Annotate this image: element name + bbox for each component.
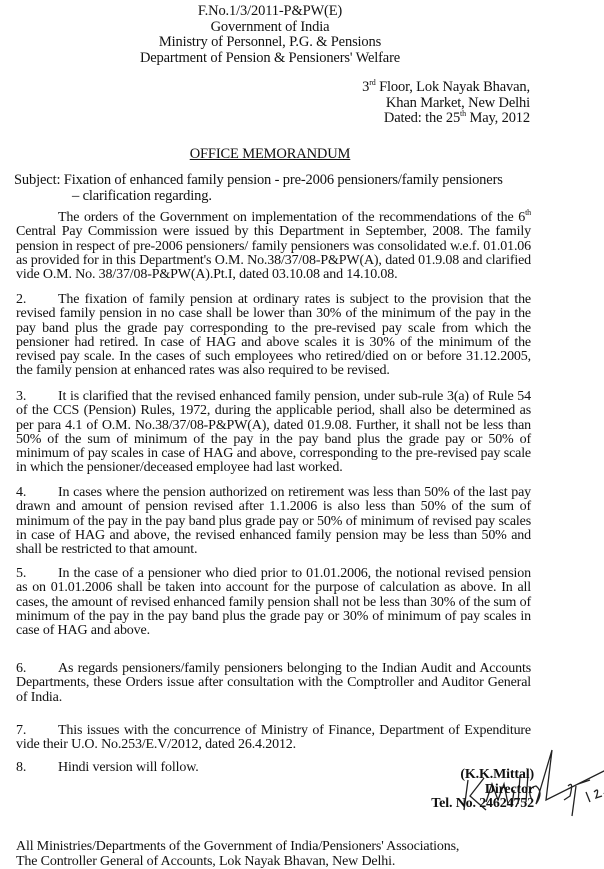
- subject-line-1: Subject: Fixation of enhanced family pension - pre-2006 pensioners/family pensioners: [14, 172, 532, 188]
- signature-block: [431, 768, 534, 812]
- subject: [14, 172, 532, 204]
- letterhead: [0, 4, 540, 66]
- address-line-2: Khan Market, New Delhi: [362, 96, 530, 112]
- subject-line-2: – clarification regarding.: [14, 188, 532, 204]
- paragraph-8: 8. Hindi version will follow.: [16, 761, 531, 775]
- distribution-line-1: All Ministries/Departments of the Government of India/Pensioners' Associations,: [16, 840, 459, 855]
- paragraph-5: 5. In the case of a pensioner who died prior to 01.01.2006, the notional revised pension as on 01.01.2006 shall be taken into account for the purpose of calculation as above. In all cases, the amount of revised enhanced family pension shall not be less than 30% of the sum of minimum of the pay in the pay band plus the grade pay or 30% of minimum of pay scales in case of HAG and above.: [16, 567, 531, 638]
- signatory-name: (K.K.Mittal): [431, 768, 534, 783]
- signatory-designation: Director: [431, 783, 534, 798]
- paragraph-2: 2. The fixation of family pension at ordinary rates is subject to the provision that the revised family pension in no case shall be lower than 30% of the minimum of the pay in the pay band plus the grade pay corresponding to the pre-revised pay scale from which the pensioner had retired. In case of HAG and above scales it is 30% of the minimum of the revised pay scale. In the cases of such employees who retired/died on or before 31.12.2005, the family pension at enhanced rates was also required to be revised.: [16, 293, 531, 379]
- telephone-number: Tel. No. 24624752: [431, 797, 534, 812]
- distribution-list: [16, 840, 459, 869]
- department: Department of Pension & Pensioners' Welfare: [0, 51, 540, 67]
- memo-title: OFFICE MEMORANDUM: [0, 147, 540, 161]
- paragraph-3: 3. It is clarified that the revised enhanced family pension, under sub-rule 3(a) of Rule 54 of the CCS (Pension) Rules, 1972, during the applicable period, shall also be determined as per para 4.1 of O.M. No.38/37/08-P&PW(A), dated 01.9.08. Further, it shall not be less than 50% of the sum of minimum of the pay in the pay band plus the grade pay or 50% of minimum of pay scales in case of HAG and above, corresponding to the pre-revised pay scale in which the pensioner/deceased employee had last worked.: [16, 390, 531, 476]
- address-block: [362, 80, 530, 127]
- paragraph-4: 4. In cases where the pension authorized on retirement was less than 50% of the last pay drawn and amount of pension revised after 1.1.2006 is also less than 50% of the sum of minimum of the pay in the pay band plus grade pay or 50% of minimum of revised pay scales in case of HAG and above, the revised enhanced family pension may be less than 50% and shall be restricted to that amount.: [16, 486, 531, 557]
- paragraph-6: 6. As regards pensioners/family pensioners belonging to the Indian Audit and Accounts Departments, these Orders issue after consultation with the Comptroller and Auditor General of India.: [16, 662, 531, 705]
- paragraph-1: The orders of the Government on implementation of the recommendations of the 6th Central Pay Commission were issued by this Department in September, 2008. The family pension in respect of pre-2006 pensioners/ family pensioners was consolidated w.e.f. 01.01.06 as provided for in this Department's O.M. No.38/37/08-P&PW(A), dated 01.9.08 and clarified vide O.M. No. 38/37/08-P&PW(A).Pt.I, dated 03.10.08 and 14.10.08.: [16, 211, 531, 282]
- file-number: F.No.1/3/2011-P&PW(E): [0, 4, 540, 20]
- address-line-1: 3rd Floor, Lok Nayak Bhavan,: [362, 80, 530, 96]
- paragraph-7: 7. This issues with the concurrence of Ministry of Finance, Department of Expenditure vide their U.O. No.253/E.V/2012, dated 26.4.2012.: [16, 724, 531, 753]
- ministry: Ministry of Personnel, P.G. & Pensions: [0, 35, 540, 51]
- distribution-line-2: The Controller General of Accounts, Lok Nayak Bhavan, New Delhi.: [16, 855, 459, 869]
- government: Government of India: [0, 20, 540, 36]
- date-line: Dated: the 25th May, 2012: [362, 111, 530, 127]
